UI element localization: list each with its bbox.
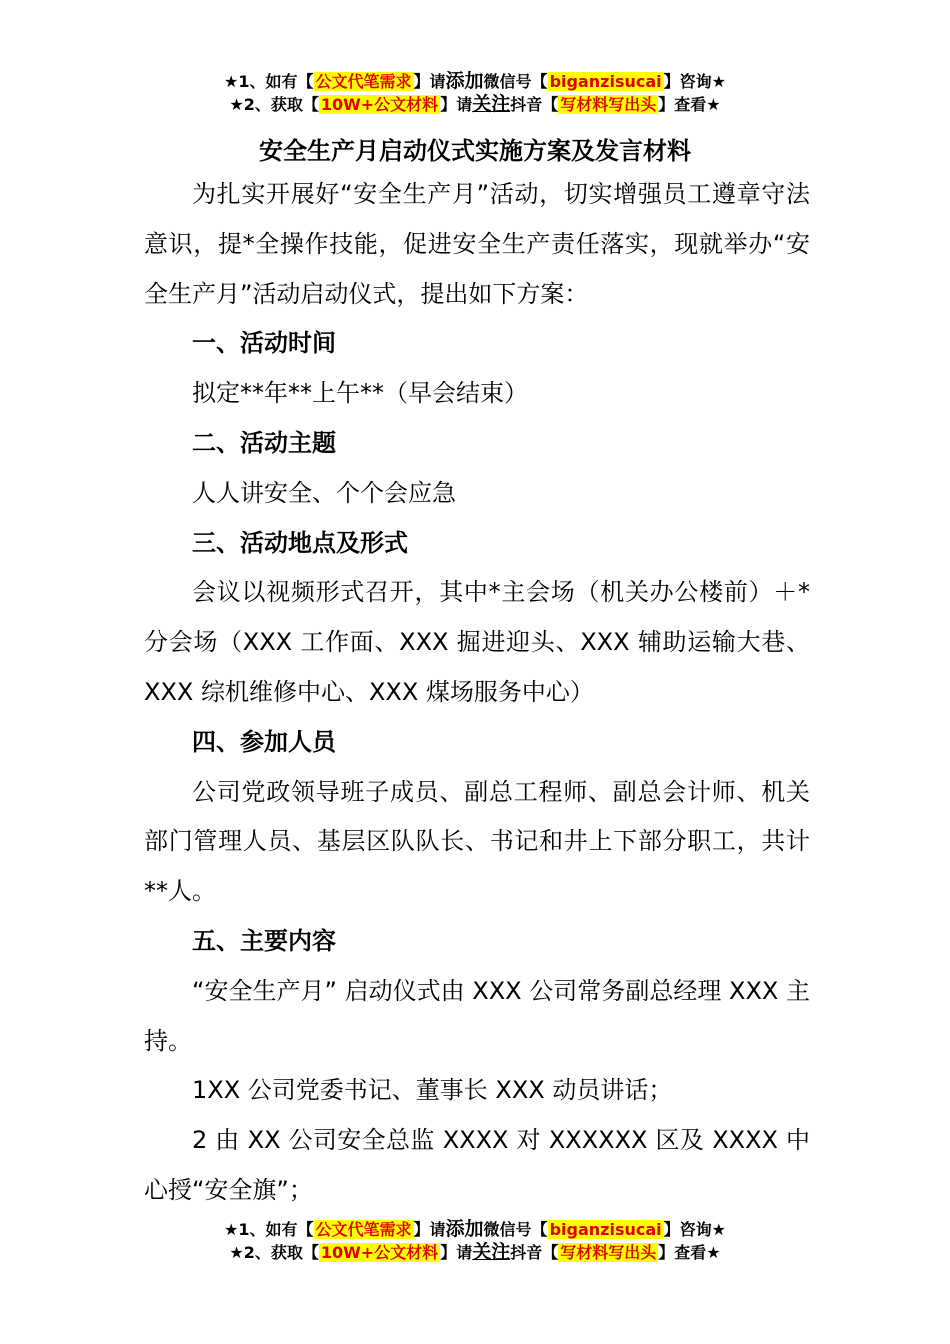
- banner-text: 】查看★: [658, 1243, 721, 1262]
- banner-text: 】咨询★: [663, 1220, 726, 1239]
- banner-text: 微信号【: [483, 1220, 548, 1239]
- banner-text: 微信号【: [483, 72, 548, 91]
- banner-line-1: [0, 70, 950, 93]
- banner-highlight: biganzisucai: [549, 72, 662, 91]
- banner-text: 抖音【: [510, 1243, 559, 1262]
- banner-emphasis: 添加: [445, 70, 484, 92]
- banner-emphasis: 关注: [472, 1241, 511, 1263]
- paragraph: “安全生产月” 启动仪式由 XXX 公司常务副总经理 XXX 主持。: [144, 976, 810, 1055]
- banner-text: ★2、获取【: [229, 1243, 319, 1262]
- banner-line-2: [0, 93, 950, 116]
- section-heading: 四、参加人员: [192, 727, 336, 756]
- banner-emphasis: 添加: [445, 1218, 484, 1240]
- document-body: [144, 170, 810, 1216]
- paragraph: 会议以视频形式召开，其中*主会场（机关办公楼前）＋*分会场（XXX 工作面、XXX 掘进迎头、XXX 辅助运输大巷、XXX 综机维修中心、XXX 煤场服务中心）: [144, 578, 810, 706]
- banner-text: 】咨询★: [663, 72, 726, 91]
- list-item: 2 由 XX 公司安全总监 XXXX 对 XXXXXX 区及 XXXX 中心授“安全旗”；: [144, 1126, 810, 1204]
- banner-highlight: 写材料写出头: [560, 95, 657, 114]
- paragraph: 拟定**年**上午**（早会结束）: [192, 379, 528, 408]
- banner-text: ★2、获取【: [229, 95, 319, 114]
- document-title: 安全生产月启动仪式实施方案及发言材料: [259, 137, 691, 165]
- banner-text: 】请: [440, 1243, 473, 1262]
- banner-highlight: 写材料写出头: [560, 1243, 657, 1262]
- banner-text: 】查看★: [658, 95, 721, 114]
- banner-highlight: 公文代笔需求: [315, 1220, 412, 1239]
- list-item: 1XX 公司党委书记、董事长 XXX 动员讲话；: [192, 1076, 673, 1105]
- banner-highlight: 10W+公文材料: [320, 1243, 439, 1262]
- promo-banner-top: [0, 70, 950, 116]
- banner-text: ★1、如有【: [224, 72, 314, 91]
- banner-line-1: [0, 1218, 950, 1241]
- banner-text: 】请: [413, 72, 446, 91]
- section-heading: 一、活动时间: [192, 329, 336, 358]
- banner-highlight: biganzisucai: [549, 1220, 662, 1239]
- banner-highlight: 公文代笔需求: [315, 72, 412, 91]
- banner-highlight: 10W+公文材料: [320, 95, 439, 114]
- promo-banner-bottom: [0, 1218, 950, 1264]
- banner-line-2: [0, 1241, 950, 1264]
- section-heading: 二、活动主题: [192, 428, 336, 457]
- banner-text: ★1、如有【: [224, 1220, 314, 1239]
- paragraph: 公司党政领导班子成员、副总工程师、副总会计师、机关部门管理人员、基层区队队长、书记和井上下部分职工，共计**人。: [144, 777, 810, 906]
- banner-text: 】请: [413, 1220, 446, 1239]
- intro-paragraph: 为扎实开展好“安全生产月”活动，切实增强员工遵章守法意识，提*全操作技能，促进安全生产责任落实，现就举办“安全生产月”活动启动仪式，提出如下方案：: [144, 180, 810, 308]
- banner-text: 】请: [440, 95, 473, 114]
- paragraph: 人人讲安全、个个会应急: [192, 478, 456, 507]
- section-heading: 五、主要内容: [192, 926, 336, 955]
- section-heading: 三、活动地点及形式: [192, 528, 408, 557]
- banner-text: 抖音【: [510, 95, 559, 114]
- banner-emphasis: 关注: [472, 93, 511, 115]
